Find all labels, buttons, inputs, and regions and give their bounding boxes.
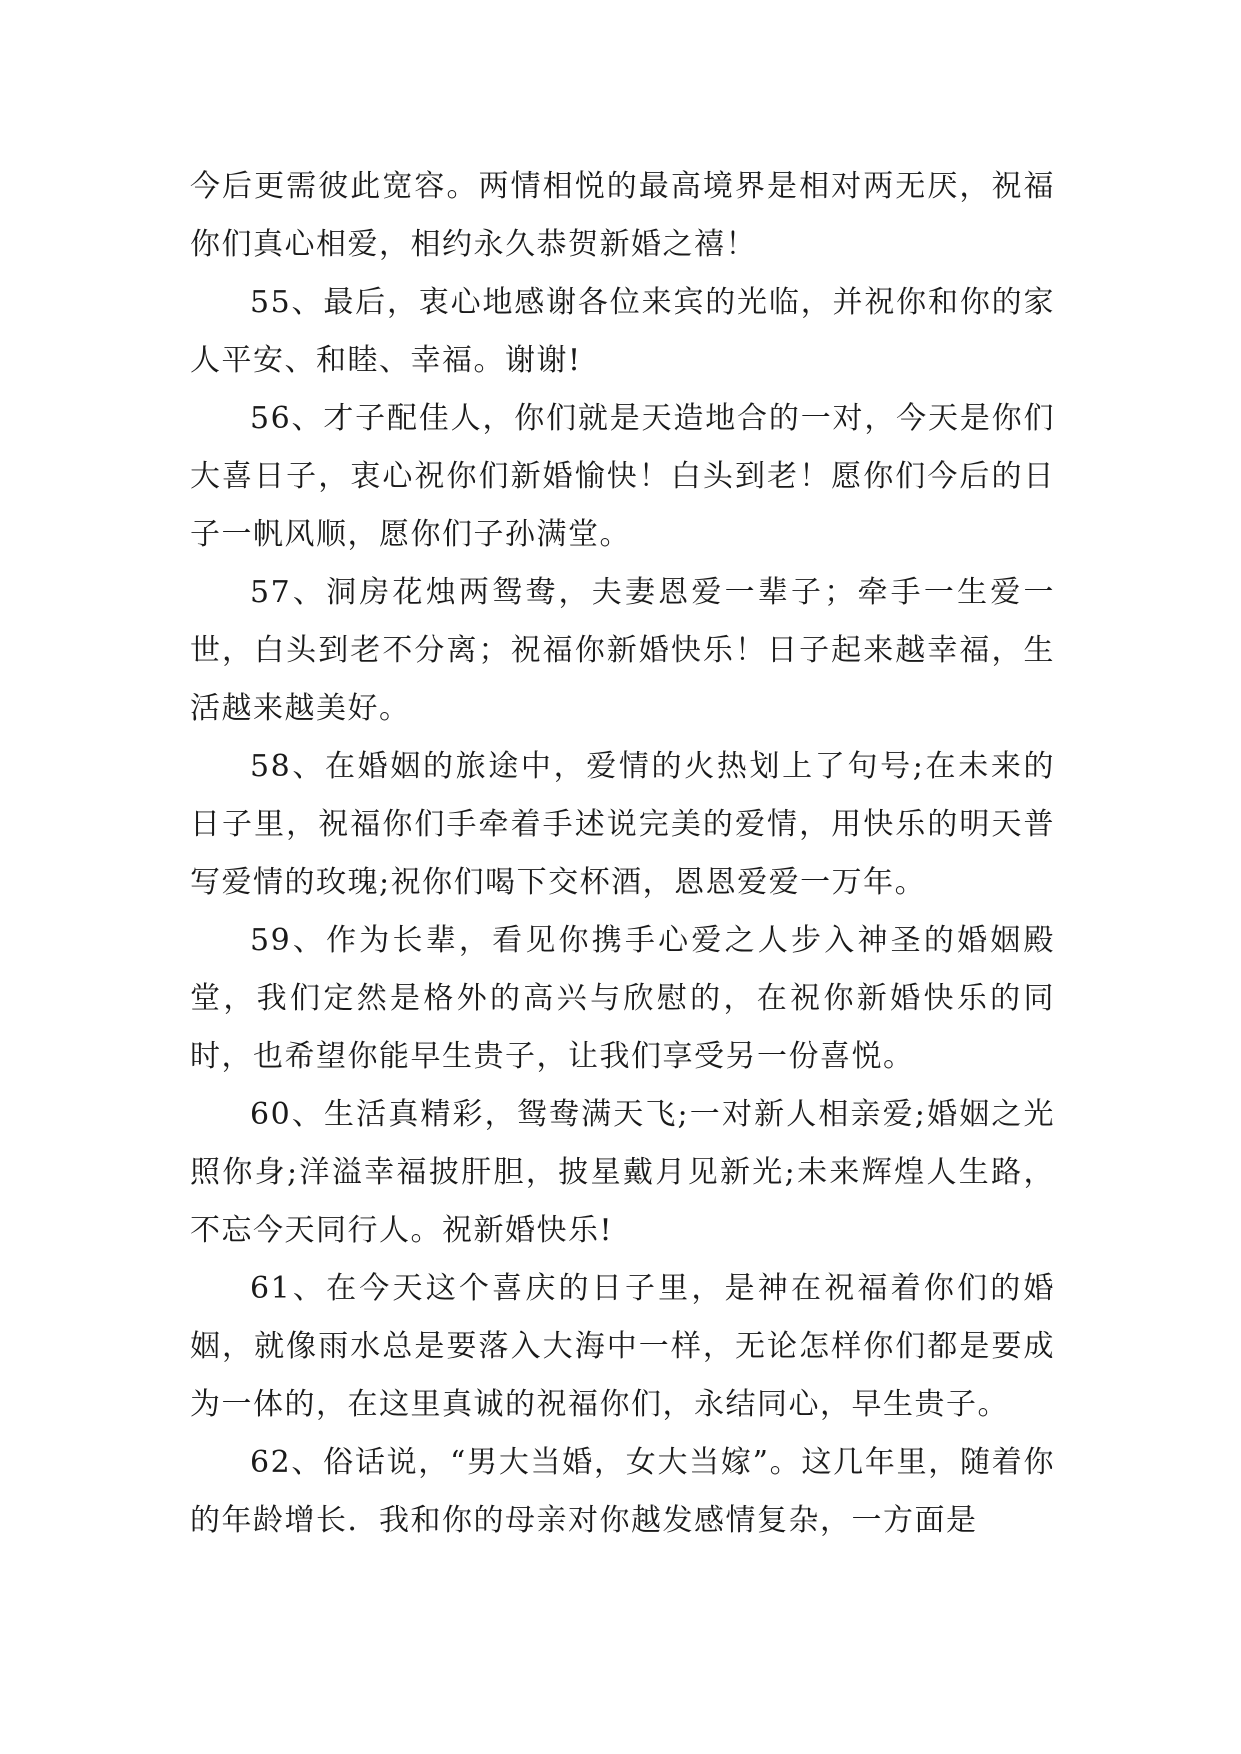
paragraph-61: 61、在今天这个喜庆的日子里，是神在祝福着你们的婚姻，就像雨水总是要落入大海中一样，无论怎样你们都是要成为一体的，在这里真诚的祝福你们，永结同心，早生贵子。 — [190, 1271, 1055, 1422]
paragraph-58: 58、在婚姻的旅途中，爱情的火热划上了句号;在未来的日子里，祝福你们手牵着手述说完美的爱情，用快乐的明天普写爱情的玫瑰;祝你们喝下交杯酒，恩恩爱爱一万年。 — [190, 749, 1055, 900]
paragraph-continued: 今后更需彼此宽容。两情相悦的最高境界是相对两无厌，祝福你们真心相爱，相约永久恭贺新婚之禧！ — [190, 169, 1055, 262]
paragraph-62: 62、俗话说，“男大当婚，女大当嫁”。这几年里，随着你的年龄增长．我和你的母亲对你越发感情复杂，一方面是 — [190, 1445, 1055, 1538]
paragraph-59: 59、作为长辈，看见你携手心爱之人步入神圣的婚姻殿堂，我们定然是格外的高兴与欣慰的，在祝你新婚快乐的同时，也希望你能早生贵子，让我们享受另一份喜悦。 — [190, 923, 1055, 1074]
paragraph-56: 56、才子配佳人，你们就是天造地合的一对，今天是你们大喜日子，衷心祝你们新婚愉快！白头到老！愿你们今后的日子一帆风顺，愿你们子孙满堂。 — [190, 401, 1055, 552]
document-body — [190, 158, 1055, 1550]
paragraph-60: 60、生活真精彩，鸳鸯满天飞;一对新人相亲爱;婚姻之光照你身;洋溢幸福披肝胆，披星戴月见新光;未来辉煌人生路，不忘今天同行人。祝新婚快乐! — [190, 1097, 1055, 1248]
paragraph-55: 55、最后，衷心地感谢各位来宾的光临，并祝你和你的家人平安、和睦、幸福。谢谢! — [190, 285, 1055, 378]
paragraph-57: 57、洞房花烛两鸳鸯，夫妻恩爱一辈子；牵手一生爱一世，白头到老不分离；祝福你新婚快乐！日子起来越幸福，生活越来越美好。 — [190, 575, 1055, 726]
